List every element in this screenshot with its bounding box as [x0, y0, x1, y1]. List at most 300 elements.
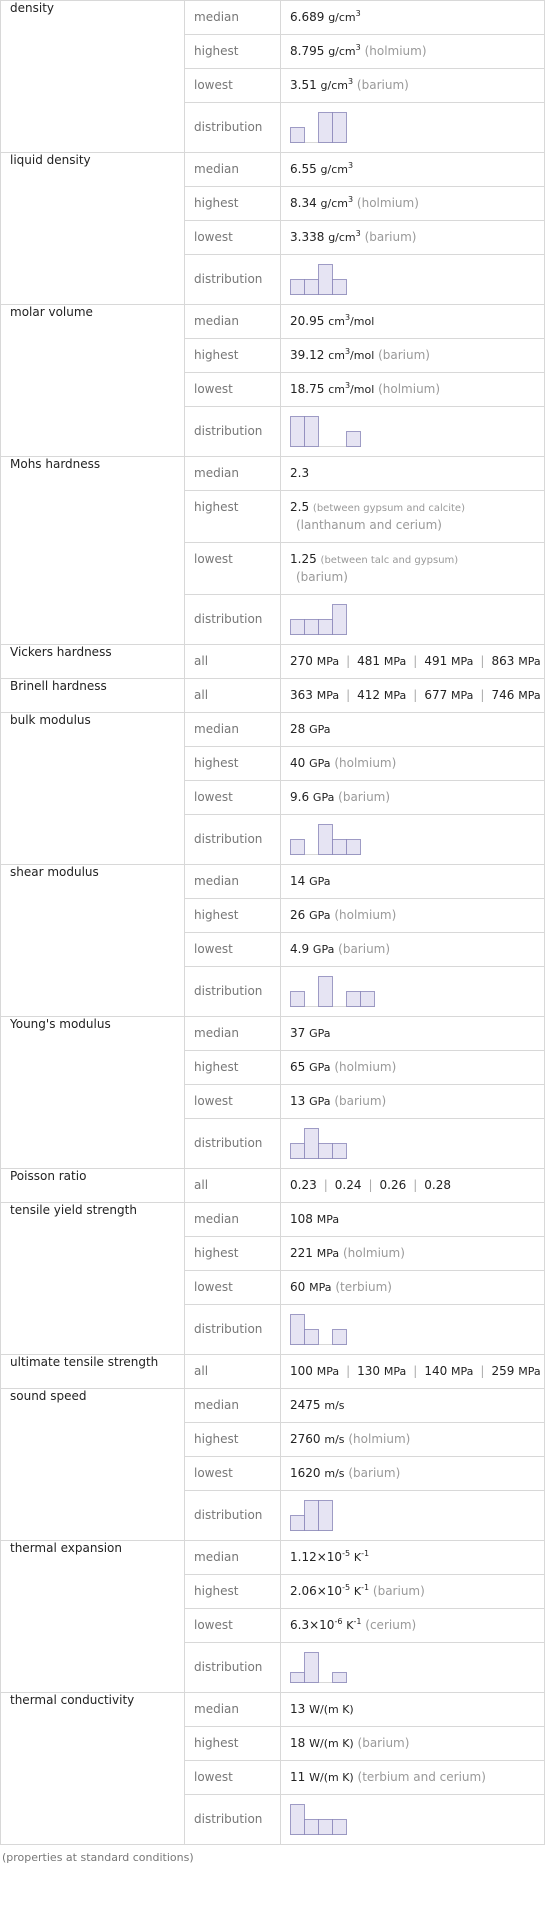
property-name: ultimate tensile strength — [1, 1355, 185, 1389]
row-value-cell — [281, 1457, 545, 1491]
row-label-cell — [185, 153, 281, 187]
value-unit-exponent: 3 — [344, 347, 351, 356]
value-element-note: (barium) — [357, 1736, 410, 1750]
list-unit: MPa — [451, 689, 474, 702]
row-label: median — [194, 1212, 239, 1226]
list-value: 0.23 — [290, 1178, 317, 1192]
value-content — [290, 1541, 535, 1574]
value-unit: GPa — [312, 943, 335, 956]
value-ten: 10 — [326, 1550, 343, 1564]
histogram-bar — [319, 1501, 333, 1531]
value-content — [290, 865, 535, 898]
property-name: bulk modulus — [1, 713, 185, 865]
value-content — [290, 781, 535, 814]
list-value: 746 — [491, 688, 515, 702]
value-content — [290, 1085, 535, 1118]
row-value-cell — [281, 187, 545, 221]
row-label: lowest — [194, 1094, 233, 1108]
value-unit-exponent: -1 — [353, 1617, 362, 1626]
row-label: highest — [194, 756, 239, 770]
value-element-note: (barium) — [348, 1466, 401, 1480]
row-label: lowest — [194, 790, 233, 804]
property-name: density — [1, 1, 185, 153]
row-value-cell — [281, 1761, 545, 1795]
value-element-note: (holmium) — [334, 908, 397, 922]
value-unit: cm — [328, 315, 345, 328]
value-content — [290, 339, 535, 372]
row-label-cell — [185, 1355, 281, 1389]
list-item — [335, 1178, 362, 1192]
value-content — [290, 1761, 535, 1794]
row-label: lowest — [194, 382, 233, 396]
value-content — [290, 491, 535, 542]
histogram-bar — [319, 265, 333, 295]
row-label-cell — [185, 967, 281, 1017]
value-number: 65 — [290, 1060, 306, 1074]
value-number: 2760 — [290, 1432, 321, 1446]
row-value-cell — [281, 899, 545, 933]
property-name: Poisson ratio — [1, 1169, 185, 1203]
value-element-note: (barium) — [364, 230, 417, 244]
row-value-cell — [281, 1085, 545, 1119]
value-number: 9.6 — [290, 790, 310, 804]
histogram-bar — [291, 840, 305, 855]
value-unit: W/(m K) — [309, 1737, 354, 1750]
distribution-histogram — [290, 1802, 348, 1835]
row-label: distribution — [194, 424, 263, 438]
value-content — [290, 153, 535, 186]
row-label-cell — [185, 595, 281, 645]
row-label: lowest — [194, 1280, 233, 1294]
value-content — [290, 1017, 535, 1050]
list-item — [290, 1364, 339, 1378]
value-content — [290, 679, 541, 712]
row-label: lowest — [194, 230, 233, 244]
value-unit-exponent: 3 — [355, 9, 361, 18]
value-element-note: (barium) — [338, 790, 391, 804]
value-unit: cm — [328, 349, 345, 362]
list-separator: | — [346, 654, 351, 668]
row-value-cell — [281, 815, 545, 865]
value-content — [290, 103, 535, 149]
row-label-cell — [185, 865, 281, 899]
row-label-cell — [185, 221, 281, 255]
list-item — [491, 654, 540, 668]
list-item — [491, 1364, 540, 1378]
value-unit-tail: /mol — [350, 315, 375, 328]
histogram-bar — [291, 992, 305, 1007]
value-content — [290, 1643, 535, 1689]
row-label: median — [194, 1026, 239, 1040]
value-number: 1.25 — [290, 552, 317, 566]
row-label: distribution — [194, 1812, 263, 1826]
row-value-cell — [281, 1643, 545, 1693]
list-unit: MPa — [451, 655, 474, 668]
value-element-note: (barium) — [338, 942, 391, 956]
value-number: 6.689 — [290, 10, 325, 24]
distribution-histogram — [290, 1126, 348, 1159]
value-exponent: -5 — [342, 1549, 351, 1558]
value-number: 221 — [290, 1246, 313, 1260]
histogram-bar — [305, 417, 319, 447]
histogram-bar — [319, 825, 333, 855]
row-label-cell — [185, 1119, 281, 1169]
row-value-cell — [281, 1169, 545, 1203]
row-label: lowest — [194, 552, 233, 566]
histogram-bar — [319, 113, 333, 143]
row-value-cell — [281, 491, 545, 543]
histogram-bar — [305, 1129, 319, 1159]
property-row — [1, 153, 545, 187]
value-content — [290, 1203, 535, 1236]
distribution-histogram — [290, 1312, 348, 1345]
property-row — [1, 1169, 545, 1203]
row-label-cell — [185, 1575, 281, 1609]
value-number: 3.338 — [290, 230, 325, 244]
value-element-note: (holmium) — [334, 756, 397, 770]
list-unit: MPa — [383, 655, 407, 668]
value-unit: GPa — [309, 1061, 331, 1074]
value-unit-exponent: -1 — [361, 1583, 370, 1592]
list-item — [290, 1178, 317, 1192]
value-unit: g/cm — [328, 11, 356, 24]
list-value: 412 — [357, 688, 381, 702]
value-content — [290, 69, 535, 102]
value-unit: m/s — [324, 1433, 345, 1446]
row-label-cell — [185, 1693, 281, 1727]
row-value-cell — [281, 1305, 545, 1355]
list-item — [290, 688, 339, 702]
row-label-cell — [185, 543, 281, 595]
list-value: 481 — [357, 654, 381, 668]
row-label: distribution — [194, 832, 263, 846]
histogram-bar — [333, 1330, 347, 1345]
value-element-note: (lanthanum and cerium) — [296, 518, 442, 532]
list-value: 259 — [491, 1364, 515, 1378]
property-row — [1, 679, 545, 713]
value-content — [290, 1355, 541, 1388]
value-content — [290, 255, 535, 301]
row-label: median — [194, 466, 239, 480]
property-row — [1, 1, 545, 35]
value-unit: GPa — [309, 757, 331, 770]
row-label: distribution — [194, 1508, 263, 1522]
row-value-cell — [281, 645, 545, 679]
list-item — [357, 688, 406, 702]
histogram-bar — [291, 1673, 305, 1683]
row-value-cell — [281, 1541, 545, 1575]
property-name: liquid density — [1, 153, 185, 305]
row-label: distribution — [194, 1136, 263, 1150]
histogram-bar — [305, 1330, 319, 1345]
value-unit: GPa — [312, 791, 335, 804]
row-label: distribution — [194, 984, 263, 998]
histogram-bar — [333, 280, 347, 295]
row-value-cell — [281, 69, 545, 103]
value-content — [290, 1575, 535, 1608]
value-element-note: (barium) — [372, 1584, 425, 1598]
value-unit: m/s — [324, 1467, 345, 1480]
value-descriptor: (between talc and gypsum) — [320, 555, 459, 566]
row-label: lowest — [194, 942, 233, 956]
row-label: all — [194, 688, 209, 702]
histogram-bar — [291, 128, 305, 143]
list-separator: | — [413, 1364, 418, 1378]
list-separator: | — [480, 1364, 485, 1378]
value-unit: MPa — [309, 1281, 332, 1294]
row-label-cell — [185, 1085, 281, 1119]
value-content — [290, 595, 535, 641]
histogram-bar — [333, 113, 347, 143]
list-unit: MPa — [316, 1365, 340, 1378]
histogram-bar — [291, 620, 305, 635]
row-label-cell — [185, 1389, 281, 1423]
value-content — [290, 35, 535, 68]
times-sign: × — [309, 1618, 320, 1632]
histogram-bar — [347, 992, 361, 1007]
property-row — [1, 713, 545, 747]
row-label: highest — [194, 1584, 239, 1598]
value-element-note: (holmium) — [342, 1246, 405, 1260]
value-content — [290, 1727, 535, 1760]
histogram-bar — [333, 1820, 347, 1835]
value-unit-tail: /mol — [350, 383, 375, 396]
value-unit: m/s — [324, 1399, 345, 1412]
list-separator: | — [480, 654, 485, 668]
histogram-bar — [305, 1501, 319, 1531]
row-label-cell — [185, 1761, 281, 1795]
row-label-cell — [185, 1305, 281, 1355]
property-row — [1, 1017, 545, 1051]
value-number: 20.95 — [290, 314, 325, 328]
list-unit: MPa — [451, 1365, 474, 1378]
value-unit-exponent: 3 — [355, 43, 361, 52]
row-label: highest — [194, 348, 239, 362]
value-element-note: (barium) — [334, 1094, 387, 1108]
row-value-cell — [281, 1051, 545, 1085]
row-value-cell — [281, 933, 545, 967]
histogram-bar — [305, 1820, 319, 1835]
value-unit: MPa — [316, 1213, 340, 1226]
histogram-bar — [291, 280, 305, 295]
list-value: 0.28 — [424, 1178, 452, 1192]
list-item — [357, 1364, 406, 1378]
value-number: 2.5 — [290, 500, 310, 514]
value-content — [290, 1491, 535, 1537]
value-ten: 10 — [319, 1618, 335, 1632]
row-label: median — [194, 722, 239, 736]
list-value: 677 — [424, 688, 448, 702]
value-content — [290, 1609, 535, 1642]
value-unit: K — [346, 1619, 354, 1632]
row-label: median — [194, 1398, 239, 1412]
list-item — [424, 688, 473, 702]
distribution-histogram — [290, 1650, 348, 1683]
row-label: distribution — [194, 612, 263, 626]
histogram-bar — [291, 417, 305, 447]
row-value-cell — [281, 1203, 545, 1237]
value-unit: GPa — [309, 1095, 331, 1108]
property-name: molar volume — [1, 305, 185, 457]
list-item — [380, 1178, 407, 1192]
value-unit: g/cm — [320, 197, 348, 210]
value-mantissa: 6.3 — [290, 1618, 310, 1632]
value-content — [290, 967, 535, 1013]
value-unit-exponent: 3 — [348, 77, 354, 86]
row-value-cell — [281, 1119, 545, 1169]
value-number: 2475 — [290, 1398, 321, 1412]
row-label-cell — [185, 255, 281, 305]
row-label-cell — [185, 1727, 281, 1761]
row-value-cell — [281, 679, 545, 713]
value-mantissa: 2.06 — [290, 1584, 317, 1598]
row-label: highest — [194, 1432, 239, 1446]
value-element-note: (barium) — [378, 348, 430, 362]
value-element-note: (holmium) — [364, 44, 427, 58]
row-label: lowest — [194, 1618, 233, 1632]
row-value-cell — [281, 1575, 545, 1609]
list-value: 130 — [357, 1364, 381, 1378]
value-number: 2.3 — [290, 466, 310, 480]
row-label: median — [194, 1550, 239, 1564]
row-label-cell — [185, 491, 281, 543]
row-label-cell — [185, 103, 281, 153]
value-content — [290, 457, 535, 490]
list-separator: | — [368, 1178, 373, 1192]
list-separator: | — [413, 1178, 418, 1192]
distribution-histogram — [290, 602, 348, 635]
list-item — [424, 654, 473, 668]
value-number: 60 — [290, 1280, 306, 1294]
row-label-cell — [185, 373, 281, 407]
value-content — [290, 1169, 535, 1202]
property-name: Young's modulus — [1, 1017, 185, 1169]
value-element-note: (barium) — [356, 78, 409, 92]
row-value-cell — [281, 543, 545, 595]
value-number: 8.34 — [290, 196, 317, 210]
row-label: highest — [194, 1736, 239, 1750]
value-exponent: -5 — [342, 1583, 351, 1592]
histogram-bar — [361, 992, 375, 1007]
list-item — [424, 1178, 451, 1192]
value-unit: K — [353, 1585, 362, 1598]
value-unit-tail: /mol — [350, 349, 375, 362]
row-label-cell — [185, 1491, 281, 1541]
list-unit: MPa — [518, 1365, 541, 1378]
value-number: 39.12 — [290, 348, 325, 362]
row-label-cell — [185, 1169, 281, 1203]
value-content — [290, 187, 535, 220]
value-unit: MPa — [316, 1247, 340, 1260]
row-value-cell — [281, 713, 545, 747]
footer-note: (properties at standard conditions) — [2, 1851, 194, 1864]
row-label-cell — [185, 1237, 281, 1271]
value-unit: g/cm — [320, 79, 348, 92]
value-unit: GPa — [309, 723, 331, 736]
value-element-note: (barium) — [296, 570, 348, 584]
value-unit: K — [353, 1551, 362, 1564]
list-unit: MPa — [383, 1365, 407, 1378]
row-label: lowest — [194, 1770, 233, 1784]
row-value-cell — [281, 1609, 545, 1643]
row-label-cell — [185, 457, 281, 491]
row-value-cell — [281, 457, 545, 491]
value-unit-exponent: 3 — [348, 195, 354, 204]
row-value-cell — [281, 1491, 545, 1541]
histogram-bar — [319, 977, 333, 1007]
value-number: 37 — [290, 1026, 306, 1040]
value-content — [290, 1693, 535, 1726]
list-separator: | — [413, 688, 418, 702]
times-sign: × — [316, 1584, 327, 1598]
histogram-bar — [333, 1673, 347, 1683]
row-value-cell — [281, 1727, 545, 1761]
row-label-cell — [185, 339, 281, 373]
value-element-note: (holmium) — [356, 196, 419, 210]
value-element-note: (cerium) — [365, 1618, 417, 1632]
list-item — [357, 654, 406, 668]
value-content — [290, 933, 535, 966]
value-element-note: (terbium and cerium) — [357, 1770, 486, 1784]
row-label-cell — [185, 815, 281, 865]
row-label-cell — [185, 1457, 281, 1491]
histogram-bar — [333, 605, 347, 635]
value-content — [290, 899, 535, 932]
row-label-cell — [185, 69, 281, 103]
value-unit-exponent: 3 — [344, 381, 351, 390]
row-label: lowest — [194, 78, 233, 92]
value-unit: g/cm — [328, 231, 356, 244]
row-value-cell — [281, 1423, 545, 1457]
row-label: median — [194, 10, 239, 24]
row-value-cell — [281, 1355, 545, 1389]
row-label-cell — [185, 679, 281, 713]
row-label: highest — [194, 1060, 239, 1074]
histogram-bar — [319, 620, 333, 635]
value-content — [290, 221, 535, 254]
value-unit-exponent: -1 — [361, 1549, 370, 1558]
list-value: 363 — [290, 688, 313, 702]
value-unit-exponent: 3 — [355, 229, 361, 238]
histogram-bar — [291, 1315, 305, 1345]
value-content — [290, 305, 535, 338]
value-number: 11 — [290, 1770, 306, 1784]
row-value-cell — [281, 967, 545, 1017]
value-content — [290, 713, 535, 746]
row-value-cell — [281, 1237, 545, 1271]
value-number: 26 — [290, 908, 306, 922]
histogram-bar — [291, 1516, 305, 1531]
value-unit: cm — [328, 383, 345, 396]
list-value: 863 — [491, 654, 515, 668]
histogram-bar — [305, 280, 319, 295]
value-element-note: (holmium) — [378, 382, 441, 396]
row-value-cell — [281, 1795, 545, 1845]
value-mantissa: 1.12 — [290, 1550, 317, 1564]
value-number: 4.9 — [290, 942, 310, 956]
histogram-bar — [319, 1144, 333, 1159]
property-name: sound speed — [1, 1389, 185, 1541]
value-number: 28 — [290, 722, 306, 736]
property-row — [1, 457, 545, 491]
list-item — [290, 654, 339, 668]
list-unit: MPa — [518, 655, 541, 668]
list-value: 491 — [424, 654, 448, 668]
row-label-cell — [185, 35, 281, 69]
value-number: 108 — [290, 1212, 313, 1226]
row-label: highest — [194, 1246, 239, 1260]
row-value-cell — [281, 153, 545, 187]
